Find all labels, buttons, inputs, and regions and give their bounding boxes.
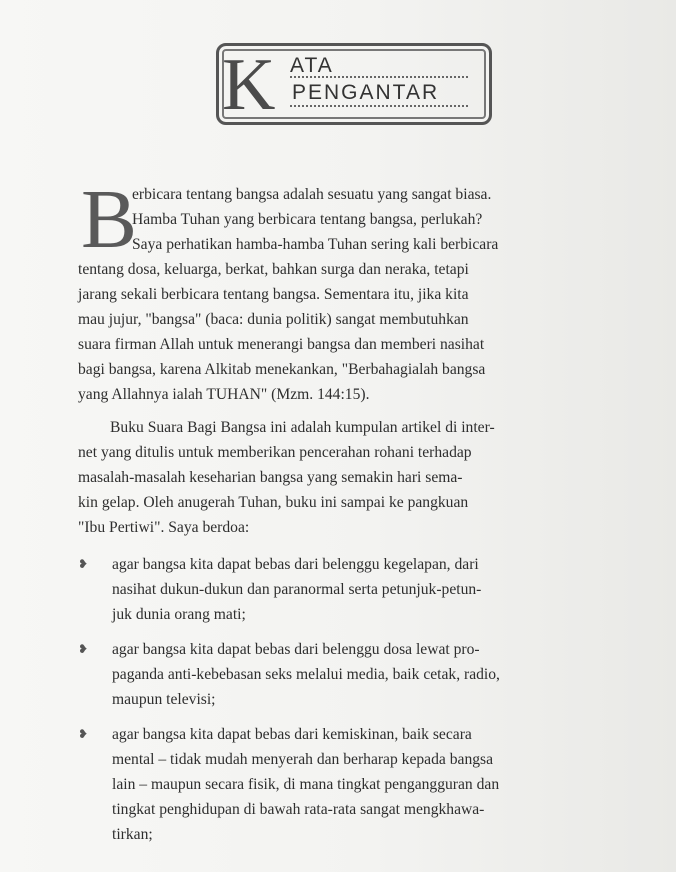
bullet-line: agar bangsa kita dapat bebas dari belenggu kegelapan, dari: [112, 556, 479, 573]
title-dotted-rule: [290, 76, 468, 78]
paragraph-line: "Ibu Pertiwi". Saya berdoa:: [78, 519, 250, 536]
paragraph-line: masalah-masalah keseharian bangsa yang semakin hari sema-: [78, 469, 463, 486]
paragraph-line: erbicara tentang bangsa adalah sesuatu yang sangat biasa.: [132, 186, 492, 203]
bullet-line: mental – tidak mudah menyerah dan berharap kepada bangsa: [112, 751, 494, 768]
bullet-line: maupun televisi;: [112, 691, 216, 708]
bullet-line: tingkat penghidupan di bawah rata-rata sangat mengkhawa-: [112, 801, 485, 818]
paragraph-line: yang Allahnya ialah TUHAN" (Mzm. 144:15).: [78, 386, 370, 403]
paragraph-2: [78, 415, 618, 540]
bullet-line: agar bangsa kita dapat bebas dari kemiskinan, baik secara: [112, 726, 472, 743]
title-line-2: PENGANTAR: [292, 81, 440, 104]
title-initial: K: [222, 44, 276, 126]
paragraph-line: suara firman Allah untuk menerangi bangsa dan memberi nasihat: [78, 336, 485, 353]
bullet-line: nasihat dukun-dukun dan paranormal serta petunjuk-petun-: [112, 581, 482, 598]
bullet-item: [78, 552, 618, 627]
paragraph-line: mau jujur, "bangsa" (baca: dunia politik) sangat membutuhkan: [78, 311, 469, 328]
bullet-item: [78, 637, 618, 712]
paragraph-1: [78, 173, 618, 407]
paragraph-line: tentang dosa, keluarga, berkat, bahkan surga dan neraka, tetapi: [78, 261, 469, 278]
bullet-line: lain – maupun secara fisik, di mana tingkat pengangguran dan: [112, 776, 500, 793]
paragraph-line: net yang ditulis untuk memberikan pencerahan rohani terhadap: [78, 444, 472, 461]
bullet-line: juk dunia orang mati;: [112, 606, 246, 623]
bullet-line: agar bangsa kita dapat bebas dari belenggu dosa lewat pro-: [112, 641, 480, 658]
paragraph-line: bagi bangsa, karena Alkitab menekankan, "Berbahagialah bangsa: [78, 361, 486, 378]
bullet-line: tirkan;: [112, 826, 153, 843]
ornament-bullet-icon: ❥: [78, 727, 89, 741]
ornament-bullet-icon: ❥: [78, 642, 89, 656]
ornament-bullet-icon: ❥: [78, 557, 89, 571]
paragraph-line: kin gelap. Oleh anugerah Tuhan, buku ini sampai ke pangkuan: [78, 494, 469, 511]
paragraph-line: Saya perhatikan hamba-hamba Tuhan sering kali berbicara: [132, 236, 499, 253]
paragraph-line: Buku Suara Bagi Bangsa ini adalah kumpulan artikel di inter-: [110, 419, 495, 436]
paragraph-line: jarang sekali berbicara tentang bangsa. Sementara itu, jika kita: [78, 286, 469, 303]
drop-cap: B: [81, 173, 138, 266]
title-dotted-rule-2: [290, 105, 468, 107]
bullet-line: paganda anti-kebebasan seks melalui media, baik cetak, radio,: [112, 666, 500, 683]
bullet-item: [78, 722, 618, 847]
paragraph-line: Hamba Tuhan yang berbicara tentang bangsa, perlukah?: [132, 211, 483, 228]
title-line-1: ATA: [290, 54, 334, 77]
